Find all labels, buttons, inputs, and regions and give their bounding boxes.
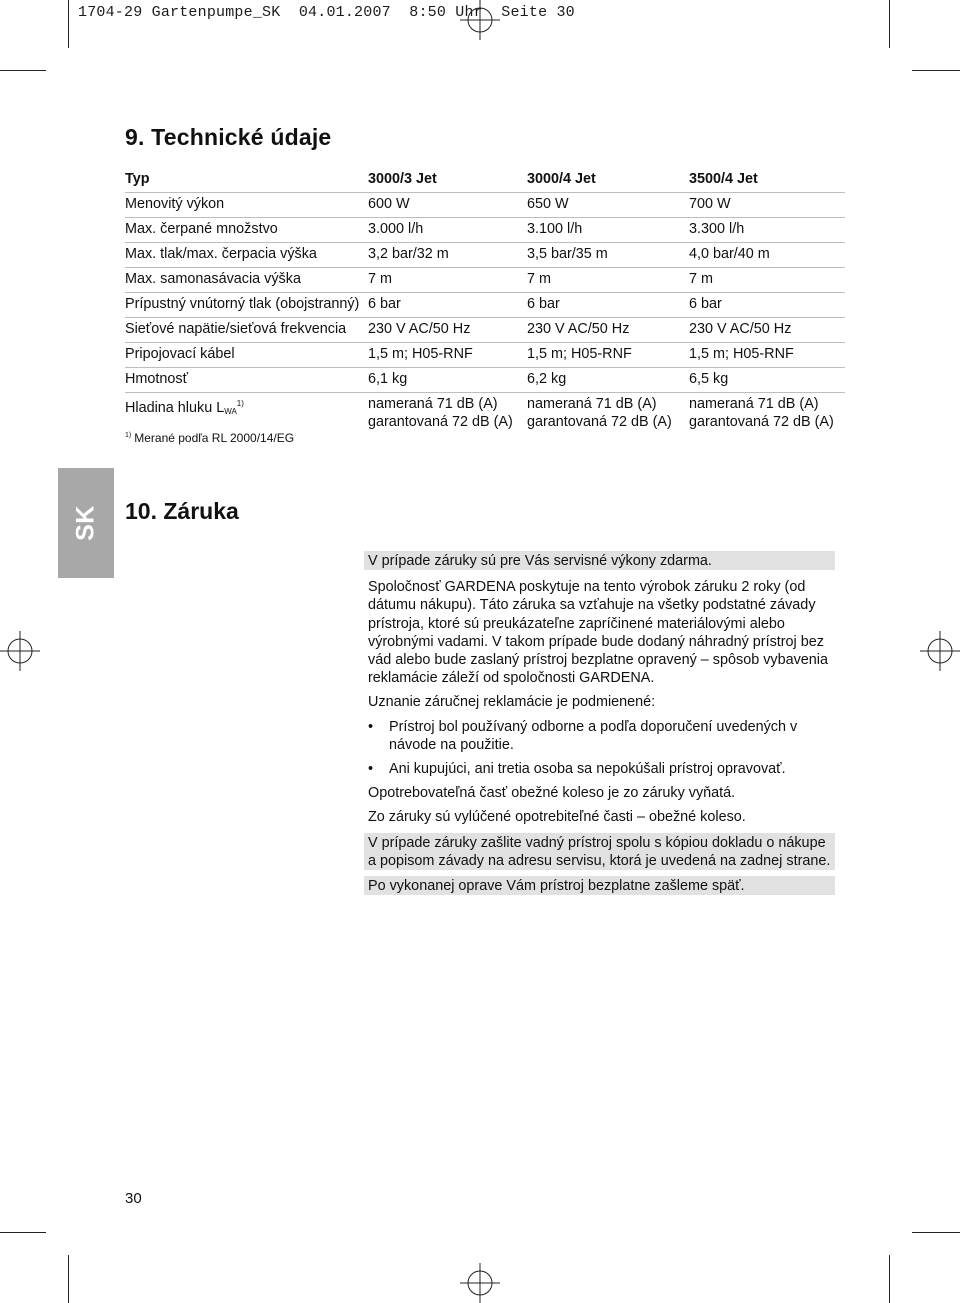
row-label: Max. čerpané množstvo	[125, 221, 278, 237]
spec-table-header	[125, 168, 845, 193]
noise-values-model-1	[368, 395, 513, 431]
table-row	[125, 243, 845, 268]
crop-mark	[68, 0, 69, 48]
crop-mark	[889, 0, 890, 48]
list-item: • Prístroj bol používaný odborne a podľa doporučení uvedených v návode na použitie.	[368, 718, 835, 754]
warranty-paragraph: Spoločnosť GARDENA poskytuje na tento výrobok záruku 2 roky (od dátumu nákupu). Táto záruka sa vzťahuje na všetky podstatné závady prístroja, ktoré sú preukázateľne zapríčinené materiálovými alebo výrobnými vadami. V takom prípade bude dodaný náhradný prístroj bez vád alebo bude zaslaný prístroj bezplatne opravený – spôsob vybavenia reklamácie záleží od spoločnosti GARDENA.	[368, 579, 829, 687]
crop-mark	[0, 70, 46, 71]
table-row	[125, 268, 845, 293]
row-value: 1,5 m; H05-RNF	[368, 346, 473, 362]
header-model-3: 3500/4 Jet	[689, 171, 758, 187]
header-model-2: 3000/4 Jet	[527, 171, 596, 187]
row-value: 3.000 l/h	[368, 221, 424, 237]
warranty-paragraph	[368, 876, 835, 895]
row-value: 1,5 m; H05-RNF	[689, 346, 794, 362]
noise-measured: nameraná 71 dB (A)	[527, 396, 657, 412]
noise-guaranteed: garantovaná 72 dB (A)	[527, 414, 672, 430]
warranty-text	[368, 551, 835, 901]
row-value: 3,5 bar/35 m	[527, 246, 608, 262]
row-value: 6 bar	[689, 296, 722, 312]
row-value: 3,2 bar/32 m	[368, 246, 449, 262]
row-value: 7 m	[527, 271, 551, 287]
table-row	[125, 293, 845, 318]
registration-mark-icon	[460, 0, 500, 40]
row-label: Prípustný vnútorný tlak (obojstranný)	[125, 296, 360, 312]
row-label: Max. tlak/max. čerpacia výška	[125, 246, 317, 262]
table-row	[125, 343, 845, 368]
row-value: 700 W	[689, 196, 731, 212]
row-value: 3.100 l/h	[527, 221, 583, 237]
noise-guaranteed: garantovaná 72 dB (A)	[368, 414, 513, 430]
crop-mark	[912, 1232, 960, 1233]
noise-label-text: Hladina hluku L	[125, 400, 225, 416]
row-value: 230 V AC/50 Hz	[689, 321, 792, 337]
list-item: • Ani kupujúci, ani tretia osoba sa nepokúšali prístroj opravovať.	[368, 760, 835, 778]
section-title-warranty: 10. Záruka	[125, 498, 239, 524]
page-number: 30	[125, 1190, 142, 1207]
row-value: 6,1 kg	[368, 371, 408, 387]
warranty-conditions-list	[368, 718, 835, 779]
spec-table	[125, 168, 845, 441]
table-row	[125, 318, 845, 343]
row-value: 600 W	[368, 196, 410, 212]
table-row	[125, 193, 845, 218]
warranty-highlight: V prípade záruky sú pre Vás servisné výkony zdarma.	[364, 551, 835, 570]
row-value: 6,5 kg	[689, 371, 729, 387]
row-value: 6 bar	[368, 296, 401, 312]
table-row	[125, 368, 845, 393]
row-value: 230 V AC/50 Hz	[527, 321, 630, 337]
footnote	[125, 431, 294, 445]
warranty-highlight: Po vykonanej oprave Vám prístroj bezplatne zašleme späť.	[364, 876, 835, 895]
row-label: Hmotnosť	[125, 371, 188, 387]
language-tab	[58, 468, 114, 578]
row-value: 3.300 l/h	[689, 221, 745, 237]
noise-guaranteed: garantovaná 72 dB (A)	[689, 414, 834, 430]
noise-measured: nameraná 71 dB (A)	[689, 396, 819, 412]
noise-measured: nameraná 71 dB (A)	[368, 396, 498, 412]
row-label: Menovitý výkon	[125, 196, 225, 212]
row-value: 7 m	[368, 271, 392, 287]
noise-label-sub: WA	[224, 407, 237, 416]
warranty-paragraph: Zo záruky sú vylúčené opotrebiteľné časti – obežné koleso.	[368, 809, 746, 826]
row-value: 230 V AC/50 Hz	[368, 321, 471, 337]
noise-label-sup: 1)	[236, 399, 244, 408]
row-value: 6 bar	[527, 296, 560, 312]
warranty-paragraph: Opotrebovateľná časť obežné koleso je zo záruky vyňatá.	[368, 785, 736, 802]
section-title-technical-data: 9. Technické údaje	[125, 124, 332, 150]
warranty-paragraph	[368, 833, 835, 870]
warranty-paragraph	[368, 551, 835, 570]
row-value: 1,5 m; H05-RNF	[527, 346, 632, 362]
print-header: 1704-29 Gartenpumpe_SK 04.01.2007 8:50 Uhr Seite 30	[78, 4, 575, 21]
header-model-1: 3000/3 Jet	[368, 171, 437, 187]
noise-label	[125, 395, 244, 421]
crop-mark	[68, 1255, 69, 1303]
footnote-text: Merané podľa RL 2000/14/EG	[134, 431, 295, 445]
header-type: Typ	[125, 171, 150, 187]
noise-values-model-2	[527, 395, 672, 431]
row-value: 650 W	[527, 196, 569, 212]
row-value: 6,2 kg	[527, 371, 567, 387]
language-tab-label: SK	[71, 505, 100, 541]
row-value: 7 m	[689, 271, 713, 287]
row-label: Pripojovací kábel	[125, 346, 235, 362]
row-label: Max. samonasávacia výška	[125, 271, 301, 287]
table-row	[125, 218, 845, 243]
registration-mark-icon	[920, 631, 960, 671]
warranty-paragraph: Uznanie záručnej reklamácie je podmienené:	[368, 694, 656, 711]
footnote-mark: 1)	[125, 432, 132, 439]
noise-values-model-3	[689, 395, 834, 431]
row-value: 4,0 bar/40 m	[689, 246, 770, 262]
registration-mark-icon	[460, 1263, 500, 1303]
row-label: Sieťové napätie/sieťová frekvencia	[125, 321, 347, 337]
registration-mark-icon	[0, 631, 40, 671]
crop-mark	[0, 1232, 46, 1233]
crop-mark	[912, 70, 960, 71]
warranty-highlight: V prípade záruky zašlite vadný prístroj spolu s kópiou dokladu o nákupe a popisom závady na adresu servisu, ktorá je uvedená na zadnej strane.	[364, 833, 835, 870]
crop-mark	[889, 1255, 890, 1303]
